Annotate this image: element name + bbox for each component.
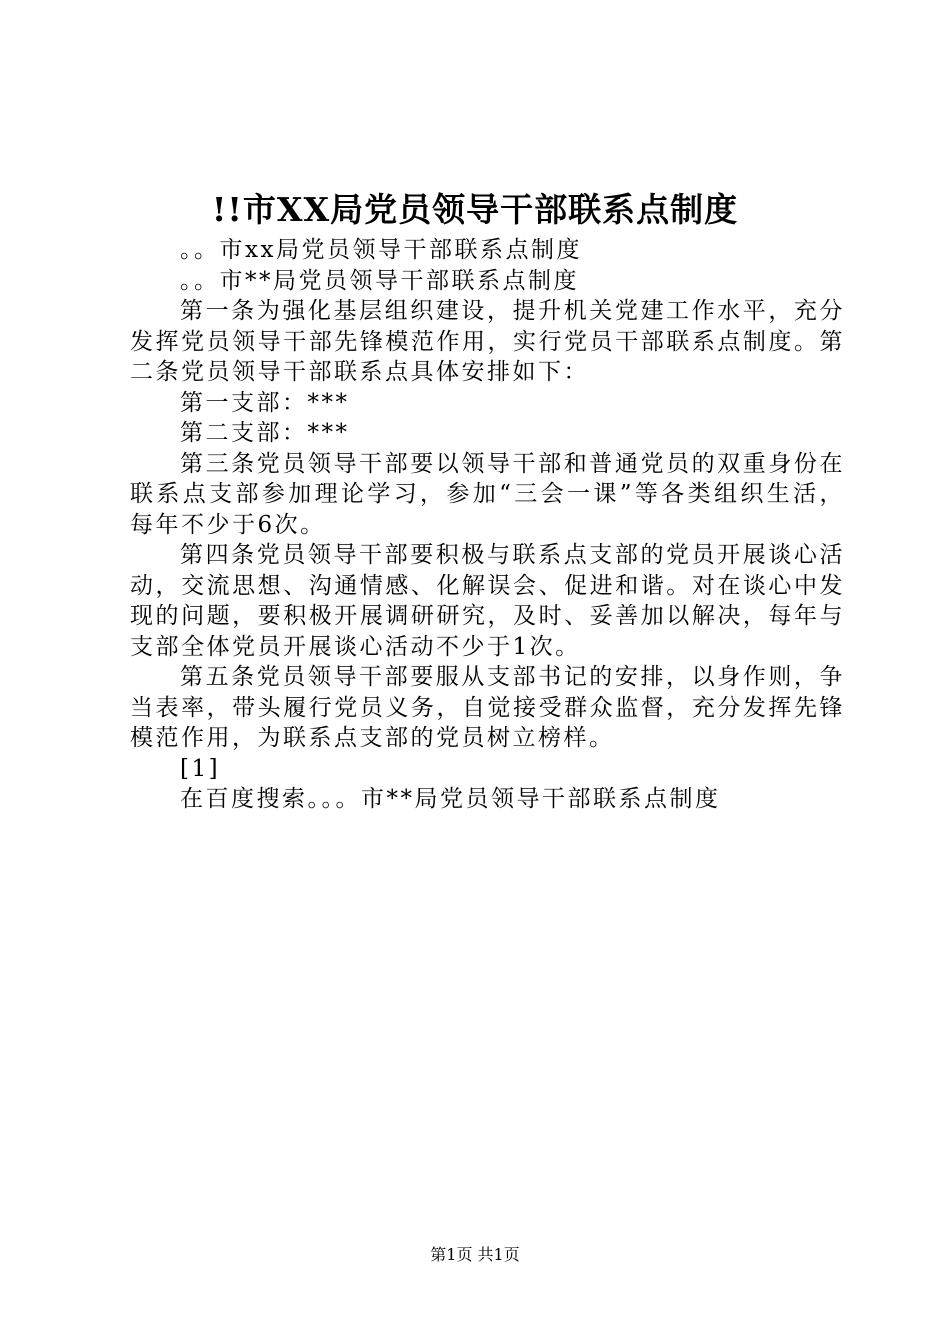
document-body — [130, 235, 845, 815]
paragraph-article-4: 第四条党员领导干部要积极与联系点支部的党员开展谈心活动，交流思想、沟通情感、化解误会、促进和谐。对在谈心中发现的问题，要积极开展调研研究，及时、妥善加以解决，每年与支部全体党员开展谈心活动不少于1次。 — [130, 542, 845, 660]
document-title: !!市XX局党员领导干部联系点制度 — [211, 190, 739, 229]
paragraph-subtitle-1: 。。市xx局党员领导干部联系点制度 — [180, 237, 582, 263]
paragraph-branch-2: 第二支部：*** — [180, 420, 350, 446]
page-footer: 第1页 共1页 — [430, 1245, 520, 1264]
paragraph-search-note: 在百度搜索。。。市**局党员领导干部联系点制度 — [180, 786, 721, 812]
paragraph-reference: [1] — [180, 755, 221, 782]
paragraph-article-3: 第三条党员领导干部要以领导干部和普通党员的双重身份在联系点支部参加理论学习，参加“三会一课”等各类组织生活，每年不少于6次。 — [130, 450, 845, 538]
paragraph-branch-1: 第一支部：*** — [180, 389, 350, 416]
paragraph-article-5: 第五条党员领导干部要服从支部书记的安排，以身作则，争当表率，带头履行党员义务，自觉接受群众监督，充分发挥先锋模范作用，为联系点支部的党员树立榜样。 — [130, 664, 845, 751]
paragraph-article-1-2: 第一条为强化基层组织建设，提升机关党建工作水平，充分发挥党员领导干部先锋模范作用，实行党员干部联系点制度。第二条党员领导干部联系点具体安排如下： — [130, 298, 845, 385]
paragraph-subtitle-2: 。。市**局党员领导干部联系点制度 — [180, 267, 579, 294]
